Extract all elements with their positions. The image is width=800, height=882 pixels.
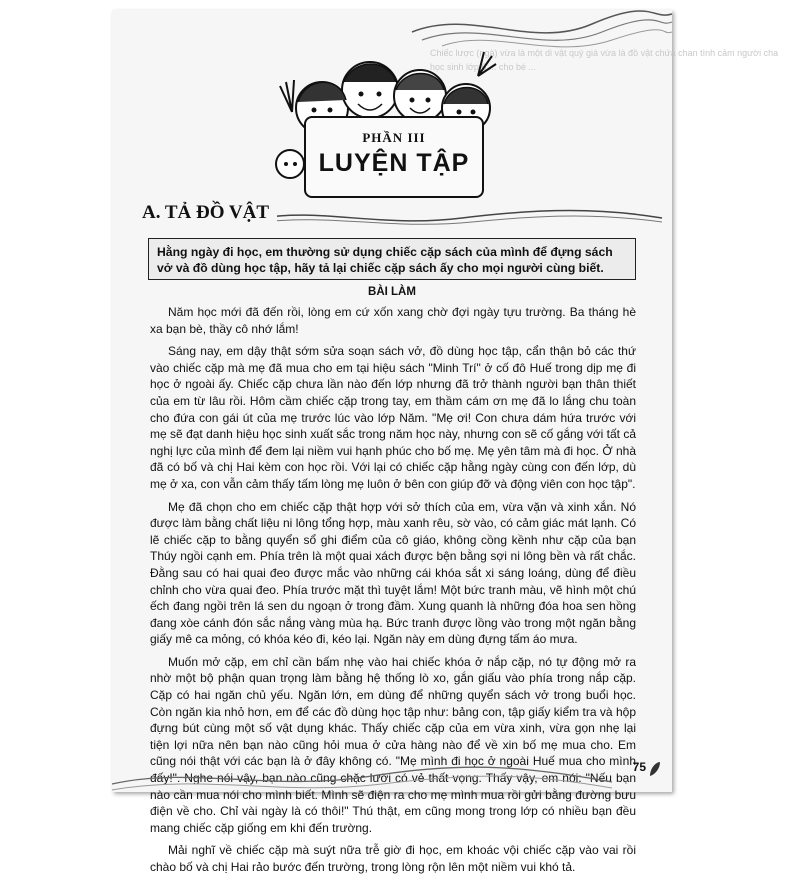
essay-title: BÀI LÀM [368,286,416,298]
part-label: PHẦN III [362,130,426,145]
part-banner [304,116,484,198]
book-page [112,10,779,874]
essay-paragraph: Sáng nay, em dậy thật sớm sửa soạn sách vở, đồ dùng học tập, cẩn thận bỏ các thứ vào chiếc cặp mà mẹ đã mua cho em tại hiệu sách "Minh Trí" ở cố đô Huế trong dịp mẹ đi học ở ngoài ấy. Chiếc cặp chưa lần nào đến lớp nhưng đã trở thành người bạn thân thiết của em từ lâu rồi. Hôm cầm chiếc cặp trong tay, em thầm cám ơn mẹ đã lo lắng chu toàn cho đứa con gái út của mẹ trước lúc vào lớp Năm. "Mẹ ơi! Con chưa dám hứa trước với mẹ sẽ đạt danh hiệu học sinh xuất sắc trong năm học này, nhưng con sẽ cố gắng với tất cả nghị lực của mình để đem lại niềm vui hạnh phúc cho bố mẹ. Mẹ yên tâm mà đi học. Ở nhà đã có bố và chị Hai kèm con học rồi. Với lại có chiếc cặp hằng ngày cùng con đến lớp, dù mẹ ở xa, con vẫn cảm thấy tấm lòng mẹ luôn ở bên con giúp đỡ và động viên con học tập". [150,344,636,491]
essay-body [150,304,636,882]
decorative-swirl-bottom [112,762,672,792]
section-rule-ornament [262,210,662,230]
essay-paragraph: Muốn mở cặp, em chỉ cần bấm nhẹ vào hai chiếc khóa ở nắp cặp, nó tự động mở ra nhờ một bộ phận quan trọng làm bằng hệ thống lò xo, gắn giấu vào phía trong nắp cặp. Cặp có hai ngăn chủ yếu. Ngăn lớn, em dùng để những quyển sách vở trong buổi học. Còn ngăn kia nhỏ hơn, em để các đồ dùng học tập như: bảng con, tập giấy kiểm tra và hộp đựng bút cùng một số vật dụng khác. Thấy chiếc cặp của em vừa xinh, vừa gọn nhẹ lại tiện lợi nữa nên bạn nào cũng hỏi mua ở cửa hàng nào để về xin bố mẹ mua cho. Em cũng nói thật với các bạn là ở đây không có. "Mẹ mình đi học ở ngoài Huế mua cho mình đấy!". Nghe nói vậy, bạn nào cũng chặc lưỡi có vẻ thất vọng. Thấy vậy, em nói: "Nếu bạn nào cần mua nói cho mình biết. Mình sẽ điện ra cho mẹ mình mua rồi gửi bằng đường bưu điện về cho. Chỉ vài ngày là có thôi!" Thú thật, em cũng mong trong lớp có nhiều bạn đều mang chiếc cặp giống em khi đến trường. [150,654,636,835]
essay-paragraph: Mẹ đã chọn cho em chiếc cặp thật hợp với sở thích của em, vừa vặn và xinh xắn. Nó được làm bằng chất liệu ni lông tổng hợp, màu xanh rêu, sờ vào, có cảm giác mát lạnh. Có lẽ chiếc cặp to bằng quyển sổ ghi điểm của cô giáo, không cồng kềnh như cặp của bạn Thúy ngồi cạnh em. Phía trên là một quai xách được bện bằng sợi ni lông bền và rất chắc. Đằng sau có hai quai đeo được mắc vào những cái khóa sắt xi sáng loáng, dùng để điều chỉnh cho vừa quai đeo. Phía trước mặt thì tuyệt lắm! Một bức tranh màu, vẽ hình một chú ếch đang ngồi trên lá sen du ngoạn ở trong đầm. Xung quanh là những đóa hoa sen hồng đang xòe cánh đón sắc nắng vàng mùa hạ. Bức tranh được lồng vào trong một ngăn bằng giấy mê ca mỏng, có khóa kéo đi, kéo lại. Ngăn này em dùng đựng tấm áo mưa. [150,499,636,647]
essay-paragraph: Mải nghĩ về chiếc cặp mà suýt nữa trễ giờ đi học, em khoác vội chiếc cặp vào vai rồi chào bố và chị Hai rảo bước đến trường, trong lòng rộn lên một niềm vui khó tả. [150,843,636,874]
ghost-line: học sinh lớp 6 ... cho bé ... [430,62,536,72]
exercise-prompt: Hằng ngày đi học, em thường sử dụng chiếc cặp sách của mình để đựng sách vở và đồ dùng học tập, hãy tả lại chiếc cặp sách ấy cho mọi người cùng biết. [148,238,636,280]
section-heading: A. TẢ ĐỒ VẬT [142,202,277,224]
leaf-ornament-icon [648,760,662,778]
ghost-line: Chiếc lược (ngà) vừa là một di vật quý giá vừa là đồ vật chứa chan tình cảm người cha [430,48,779,58]
part-title: LUYỆN TẬP [318,149,470,177]
page-number: 75 [632,760,646,774]
essay-paragraph: Năm học mới đã đến rồi, lòng em cứ xốn xang chờ đợi ngày tựu trường. Ba tháng hè xa bạn bè, thầy cô nhớ lắm! [150,305,636,336]
